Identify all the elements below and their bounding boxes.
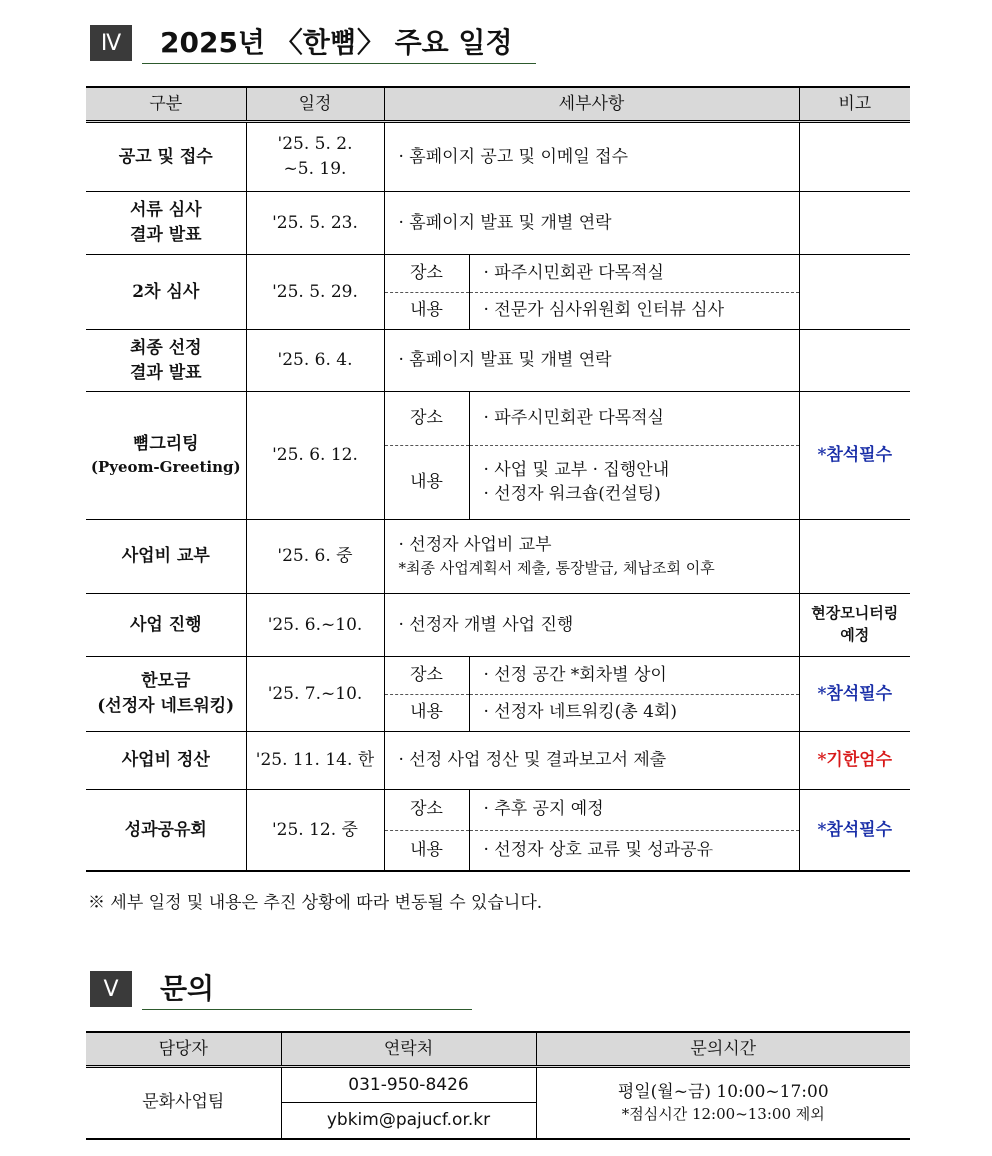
header-category: 구분 xyxy=(86,87,246,122)
content-value: · 사업 및 교부 · 집행안내 · 선정자 워크숍(컨설팅) xyxy=(469,445,799,519)
detail-subtable xyxy=(385,392,799,519)
place-value: · 파주시민회관 다목적실 xyxy=(483,262,664,283)
section-title: 2025년 〈한뼘〉 주요 일정 xyxy=(160,26,513,59)
row-category: 2차 심사 xyxy=(86,255,246,330)
content-value: · 선정자 상호 교류 및 성과공유 xyxy=(469,830,799,870)
row-category: 서류 심사 결과 발표 xyxy=(86,192,246,255)
contact-email[interactable]: ybkim@pajucf.or.kr xyxy=(281,1103,536,1139)
row-remark: 현장모니터링 예정 xyxy=(799,594,910,657)
table-row xyxy=(86,520,910,594)
section-title: 문의 xyxy=(160,972,215,1005)
content-value: · 전문가 심사위원회 인터뷰 심사 xyxy=(469,292,799,329)
table-row xyxy=(86,392,910,520)
row-remark: *참석필수 xyxy=(799,392,910,520)
table-row xyxy=(86,330,910,392)
contact-hours: 평일(월~금) 10:00~17:00 *점심시간 12:00~13:00 제외 xyxy=(536,1067,910,1139)
row-remark: *참석필수 xyxy=(799,657,910,732)
row-category: 사업비 교부 xyxy=(86,520,246,594)
hours-note: *점심시간 12:00~13:00 제외 xyxy=(621,1105,825,1124)
row-date: '25. 6. 중 xyxy=(246,520,384,594)
row-detail: · 홈페이지 발표 및 개별 연락 xyxy=(384,192,799,255)
table-row xyxy=(86,192,910,255)
header-remark: 비고 xyxy=(799,87,910,122)
section-underline xyxy=(142,63,536,64)
section-underline xyxy=(142,1009,472,1010)
table-row xyxy=(86,1067,910,1103)
contact-table xyxy=(86,1031,910,1140)
row-remark: *기한엄수 xyxy=(799,732,910,790)
row-detail: · 선정자 개별 사업 진행 xyxy=(384,594,799,657)
place-label: 장소 xyxy=(385,392,470,445)
detail-subtable xyxy=(385,255,799,329)
row-detail xyxy=(384,790,799,872)
row-detail xyxy=(384,392,799,520)
header-manager: 담당자 xyxy=(86,1032,281,1067)
row-detail xyxy=(384,657,799,732)
row-remark xyxy=(799,122,910,192)
row-date: '25. 5. 2. ~5. 19. xyxy=(246,122,384,192)
row-date: '25. 5. 29. xyxy=(246,255,384,330)
row-category: 사업 진행 xyxy=(86,594,246,657)
place-value: · 선정 공간 *회차별 상이 xyxy=(483,664,667,685)
row-remark: *참석필수 xyxy=(799,790,910,872)
row-category: 사업비 정산 xyxy=(86,732,246,790)
table-row xyxy=(86,255,910,330)
place-label: 장소 xyxy=(385,790,470,830)
row-date: '25. 12. 중 xyxy=(246,790,384,872)
row-remark xyxy=(799,330,910,392)
row-category: 성과공유회 xyxy=(86,790,246,872)
place-label: 장소 xyxy=(385,255,470,292)
header-date: 일정 xyxy=(246,87,384,122)
row-detail: · 선정 사업 정산 및 결과보고서 제출 xyxy=(384,732,799,790)
row-remark xyxy=(799,520,910,594)
row-category: 뼘그리팅 (Pyeom-Greeting) xyxy=(86,392,246,520)
schedule-footnote: ※ 세부 일정 및 내용은 추진 상황에 따라 변동될 수 있습니다. xyxy=(88,893,543,913)
place-label: 장소 xyxy=(385,657,470,694)
table-row xyxy=(86,657,910,732)
row-date: '25. 6. 4. xyxy=(246,330,384,392)
section-number: Ⅴ xyxy=(90,971,132,1007)
row-date: '25. 6.~10. xyxy=(246,594,384,657)
table-header-row xyxy=(86,87,910,122)
detail-subtable xyxy=(385,657,799,731)
content-label: 내용 xyxy=(385,830,470,870)
detail-note: *최종 사업계획서 제출, 통장발급, 체납조회 이후 xyxy=(398,558,715,577)
table-row xyxy=(86,790,910,872)
row-date: '25. 11. 14. 한 xyxy=(246,732,384,790)
place-value: · 파주시민회관 다목적실 xyxy=(483,407,664,428)
content-label: 내용 xyxy=(385,694,470,731)
schedule-table xyxy=(86,86,910,872)
table-header-row xyxy=(86,1032,910,1067)
row-date: '25. 5. 23. xyxy=(246,192,384,255)
row-remark xyxy=(799,255,910,330)
row-date: '25. 6. 12. xyxy=(246,392,384,520)
contact-phone[interactable]: 031-950-8426 xyxy=(281,1067,536,1103)
row-date: '25. 7.~10. xyxy=(246,657,384,732)
header-hours: 문의시간 xyxy=(536,1032,910,1067)
contact-team: 문화사업팀 xyxy=(86,1067,281,1139)
table-row xyxy=(86,122,910,192)
content-label: 내용 xyxy=(385,292,470,329)
detail-subtable xyxy=(385,790,799,870)
section-4-heading xyxy=(90,25,550,65)
row-category: 최종 선정 결과 발표 xyxy=(86,330,246,392)
content-value: · 선정자 네트워킹(총 4회) xyxy=(469,694,799,731)
row-detail: · 홈페이지 공고 및 이메일 접수 xyxy=(384,122,799,192)
content-label: 내용 xyxy=(385,445,470,519)
section-number: Ⅳ xyxy=(90,25,132,61)
table-row xyxy=(86,594,910,657)
row-detail xyxy=(384,255,799,330)
header-contact: 연락처 xyxy=(281,1032,536,1067)
row-category: 한모금 (선정자 네트워킹) xyxy=(86,657,246,732)
row-remark xyxy=(799,192,910,255)
row-detail: · 홈페이지 발표 및 개별 연락 xyxy=(384,330,799,392)
row-category: 공고 및 접수 xyxy=(86,122,246,192)
header-detail: 세부사항 xyxy=(384,87,799,122)
row-detail: · 선정자 사업비 교부 *최종 사업계획서 제출, 통장발급, 체납조회 이후 xyxy=(384,520,799,594)
table-row xyxy=(86,732,910,790)
place-value: · 추후 공지 예정 xyxy=(483,799,604,820)
section-5-heading xyxy=(90,971,490,1011)
